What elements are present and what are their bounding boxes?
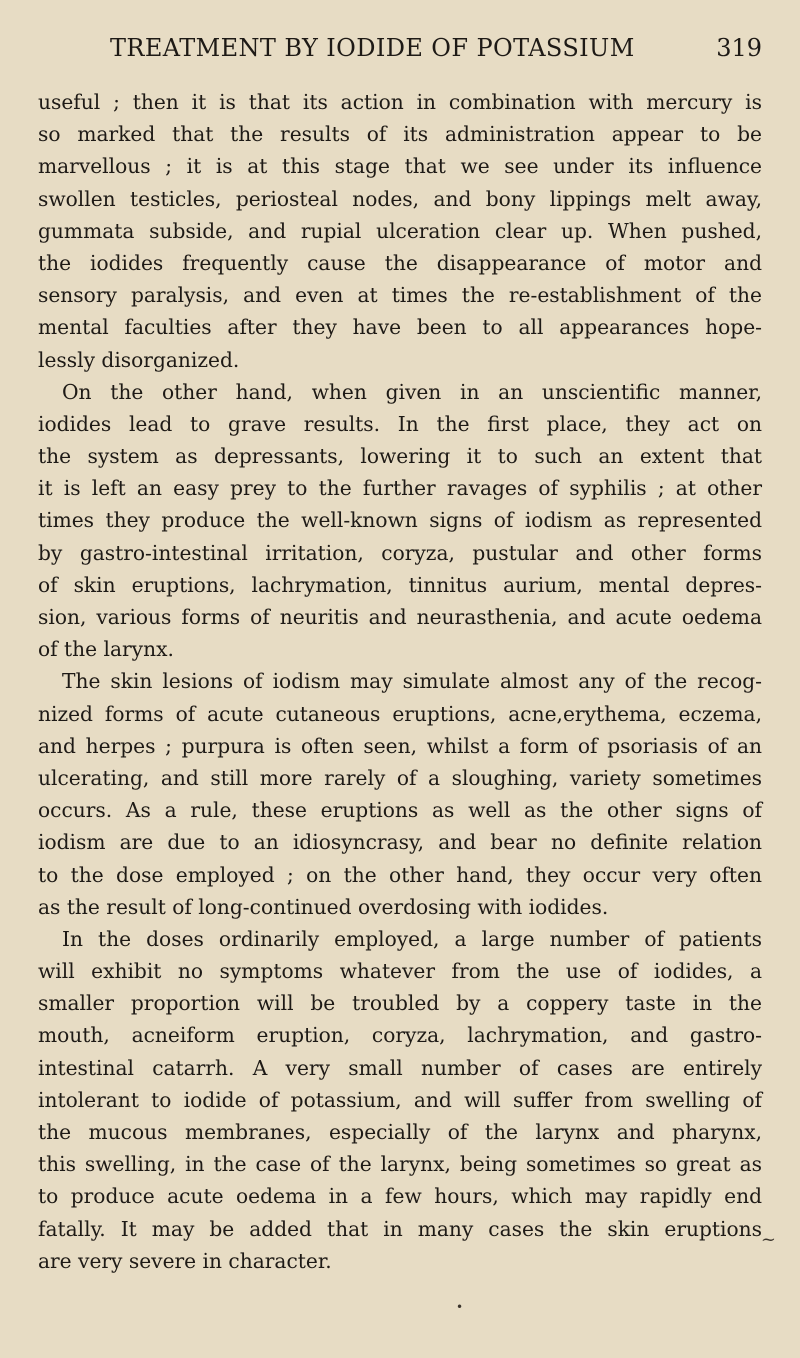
page-number: 319 [716, 34, 762, 62]
text-line: of skin eruptions, lachrymation, tinnitus aurium, mental depres- [38, 572, 762, 597]
text-line: of the larynx. [38, 637, 174, 662]
text-line: will exhibit no symptoms whatever from the use of iodides, a [38, 959, 762, 984]
book-page [38, 34, 762, 1277]
text-line: ulcerating, and still more rarely of a sloughing, variety sometimes [38, 765, 762, 790]
paragraph-start-line: On the other hand, when given in an unscientific manner, [62, 379, 762, 404]
text-line: mouth, acneiform eruption, coryza, lachrymation, and gastro- [38, 1023, 762, 1048]
text-line: useful ; then it is that its action in combination with mercury is [38, 90, 762, 114]
text-line: lessly disorganized. [38, 347, 240, 372]
body-text [38, 86, 762, 1277]
text-line: the mucous membranes, especially of the larynx and pharynx, [38, 1120, 762, 1144]
text-line: intolerant to iodide of potassium, and will suffer from swelling of [38, 1087, 762, 1112]
running-head [38, 34, 762, 70]
text-line: the system as depressants, lowering it to such an extent that [38, 444, 762, 469]
text-line: as the result of long-continued overdosing with iodides. [38, 894, 609, 919]
text-line: intestinal catarrh. A very small number of cases are entirely [38, 1055, 762, 1080]
text-line: by gastro-intestinal irritation, coryza, pustular and other forms [38, 540, 762, 565]
text-line: sion, various forms of neuritis and neurasthenia, and acute oedema [38, 605, 762, 629]
text-line: times they produce the well-known signs of iodism as represented [38, 508, 762, 533]
paragraph-start-line: The skin lesions of iodism may simulate almost any of the recog- [62, 669, 762, 694]
running-title: TREATMENT BY IODIDE OF POTASSIUM [110, 34, 635, 62]
text-line: so marked that the results of its administration appear to be [38, 122, 762, 147]
paragraph-start-line: In the doses ordinarily employed, a large number of patients [62, 926, 762, 951]
text-line: marvellous ; it is at this stage that we see under its influence [38, 154, 762, 179]
text-line: this swelling, in the case of the larynx, being sometimes so great as [38, 1152, 762, 1177]
text-line: to the dose employed ; on the other hand, they occur very often [38, 862, 762, 887]
tilde-mark: ~ [760, 1229, 776, 1250]
text-line: to produce acute oedema in a few hours, which may rapidly end [38, 1184, 762, 1209]
text-line: it is left an easy prey to the further ravages of syphilis ; at other [38, 476, 762, 501]
text-line: iodism are due to an idiosyncrasy, and bear no definite relation [38, 830, 762, 855]
text-line: the iodides frequently cause the disappearance of motor and [38, 250, 762, 275]
text-line: smaller proportion will be troubled by a coppery taste in the [38, 991, 762, 1016]
text-line: swollen testicles, periosteal nodes, and bony lippings melt away, [38, 186, 762, 211]
text-line: are very severe in character. [38, 1248, 332, 1273]
text-line: gummata subside, and rupial ulceration clear up. When pushed, [38, 218, 762, 243]
dot-mark: • [456, 1300, 464, 1314]
text-line: iodides lead to grave results. In the first place, they act on [38, 411, 762, 436]
text-line: mental faculties after they have been to all appearances hope- [38, 315, 762, 340]
text-line: occurs. As a rule, these eruptions as well as the other signs of [38, 798, 762, 823]
text-line: and herpes ; purpura is often seen, whilst a form of psoriasis of an [38, 733, 762, 758]
text-line: nized forms of acute cutaneous eruptions, acne,erythema, eczema, [38, 701, 762, 726]
text-line: sensory paralysis, and even at times the re-establishment of the [38, 283, 762, 308]
text-line: fatally. It may be added that in many cases the skin eruptions [38, 1216, 762, 1241]
